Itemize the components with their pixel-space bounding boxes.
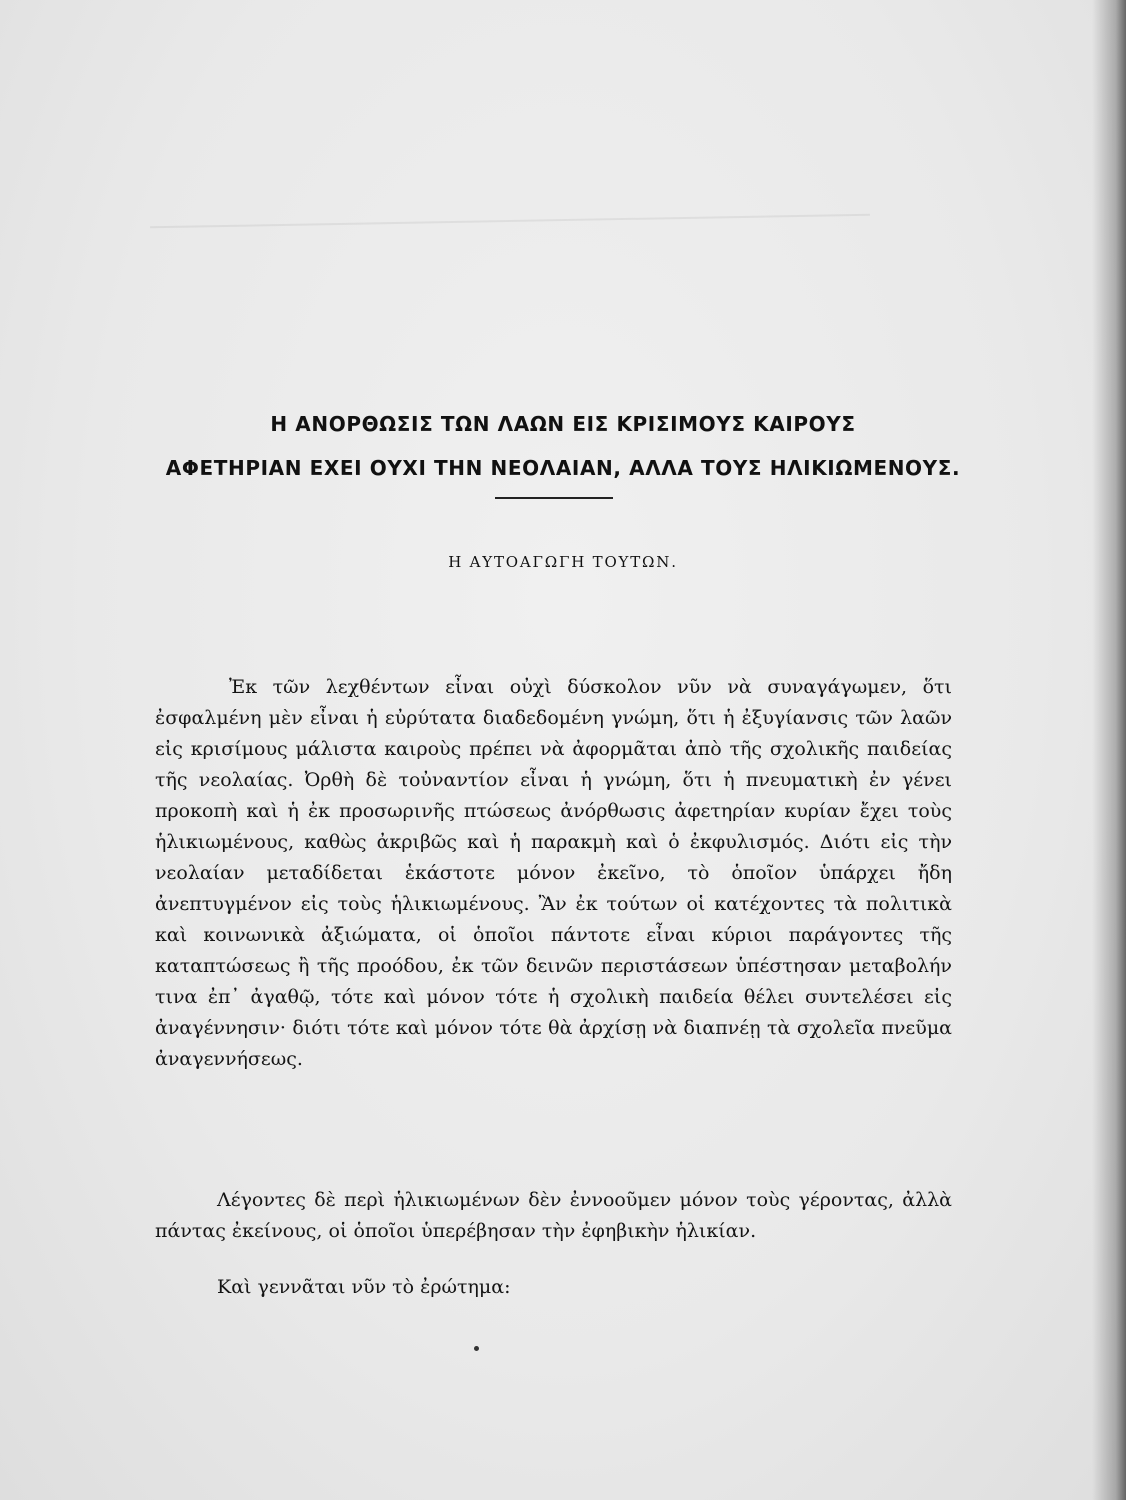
subtitle: Η ΑΥΤΟΑΓΩΓΗ ΤΟΥΤΩΝ. xyxy=(448,553,678,571)
heading-divider xyxy=(495,497,613,499)
paper-crease xyxy=(150,214,870,229)
heading-line-1: Η ΑΝΟΡΘΩΣΙΣ ΤΩΝ ΛΑΩΝ ΕΙΣ ΚΡΙΣΙΜΟΥΣ ΚΑΙΡΟΥΣ xyxy=(270,412,856,436)
body-paragraph-2: Λέγοντες δὲ περὶ ἡλικιωμένων δὲν ἐννοοῦμεν μόνον τοὺς γέροντας, ἀλλὰ πάντας ἐκείνους, οἱ ὁποῖοι ὑπερέβησαν τὴν ἐφηβικὴν ἡλικίαν. xyxy=(155,1189,952,1242)
ink-speck xyxy=(474,1346,479,1351)
body-paragraph-3: Καὶ γεννᾶται νῦν τὸ ἐρώτημα: xyxy=(217,1276,511,1298)
body-paragraph-1: Ἐκ τῶν λεχθέντων εἶναι οὐχὶ δύσκολον νῦν νὰ συναγάγωμεν, ὅτι ἐσφαλμένη μὲν εἶναι ἡ εὐρύτατα διαδεδομένη γνώμη, ὅτι ἡ ἐξυγίανσις τῶν λαῶν εἰς κρισίμους μάλιστα καιροὺς πρέπει νὰ ἀφορμᾶται ἀπὸ τῆς σχολικῆς παιδείας τῆς νεολαίας. Ὀρθὴ δὲ τοὐναντίον εἶναι ἡ γνώμη, ὅτι ἡ πνευματικὴ ἐν γένει προκοπὴ καὶ ἡ ἐκ προσωρινῆς πτώσεως ἀνόρθωσις ἀφετηρίαν κυρίαν ἔχει τοὺς ἡλικιωμένους, καθὼς ἀκριβῶς καὶ ἡ παρακμὴ καὶ ὁ ἐκφυλισμός. Διότι εἰς τὴν νεολαίαν μεταδίδεται ἑκάστοτε μόνον ἐκεῖνο, τὸ ὁποῖον ὑπάρχει ἤδη ἀνεπτυγμένον εἰς τοὺς ἡλικιωμένους. Ἂν ἐκ τούτων οἱ κατέχοντες τὰ πολιτικὰ καὶ κοινωνικὰ ἀξιώματα, οἱ ὁποῖοι πάντοτε εἶναι κύριοι παράγοντες τῆς καταπτώσεως ἢ τῆς προόδου, ἐκ τῶν δεινῶν περιστάσεων ὑπέστησαν μεταβολήν τινα ἐπ᾽ ἀγαθῷ, τότε καὶ μόνον τότε ἡ σχολικὴ παιδεία θέλει συντελέσει εἰς ἀναγέννησιν· διότι τότε καὶ μόνον τότε θὰ ἀρχίσῃ νὰ διαπνέῃ τὰ σχολεῖα πνεῦμα ἀναγεννήσεως. xyxy=(155,676,952,1070)
heading-line-2: ΑΦΕΤΗΡΙΑΝ ΕΧΕΙ ΟΥΧΙ ΤΗΝ ΝΕΟΛΑΙΑΝ, ΑΛΛΑ ΤΟΥΣ ΗΛΙΚΙΩΜΕΝΟΥΣ. xyxy=(165,456,961,480)
